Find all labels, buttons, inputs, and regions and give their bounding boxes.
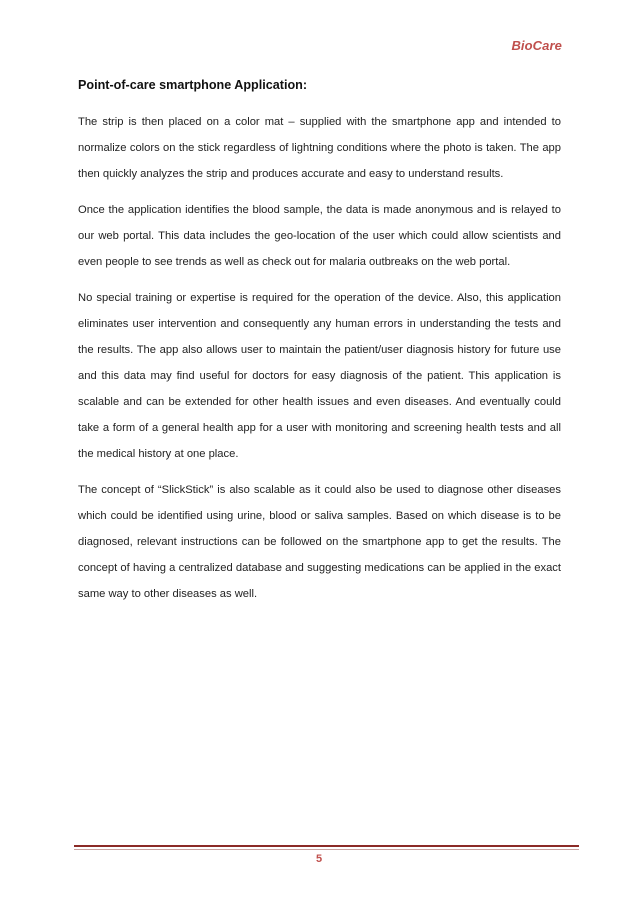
page-number: 5 bbox=[315, 853, 323, 865]
footer-divider bbox=[74, 845, 579, 847]
section-heading: Point-of-care smartphone Application: bbox=[78, 78, 308, 92]
paragraph-no-training: No special training or expertise is required for the operation of the device. Also, this application eliminates user intervention and consequently any human errors in understanding the tests and the results. The app also allows user to maintain the patient/user diagnosis history for future use and this data may find useful for doctors for easy diagnosis of the patient. This application is scalable and can be extended for other health issues and even diseases. And eventually could take a form of a general health app for a user with monitoring and screening health tests and all the medical history at one place. bbox=[78, 292, 561, 460]
document-body bbox=[78, 78, 561, 617]
paragraph-web-portal: Once the application identifies the blood sample, the data is made anonymous and is relayed to our web portal. This data includes the geo-location of the user which could allow scientists and even people to see trends as well as check out for malaria outbreaks on the web portal. bbox=[78, 204, 561, 268]
paragraph-scalability: The concept of “SlickStick” is also scalable as it could also be used to diagnose other diseases which could be identified using urine, blood or saliva samples. Based on which disease is to be diagnosed, relevant instructions can be followed on the smartphone app to get the results. The concept of having a centralized database and suggesting medications can be applied in the exact same way to other diseases as well. bbox=[78, 484, 561, 600]
brand-title: BioCare bbox=[511, 38, 562, 53]
paragraph-color-mat: The strip is then placed on a color mat – supplied with the smartphone app and intended to normalize colors on the stick regardless of lightning conditions where the photo is taken. The app then quickly analyzes the strip and produces accurate and easy to understand results. bbox=[78, 116, 561, 180]
footer-divider-secondary bbox=[74, 849, 579, 850]
